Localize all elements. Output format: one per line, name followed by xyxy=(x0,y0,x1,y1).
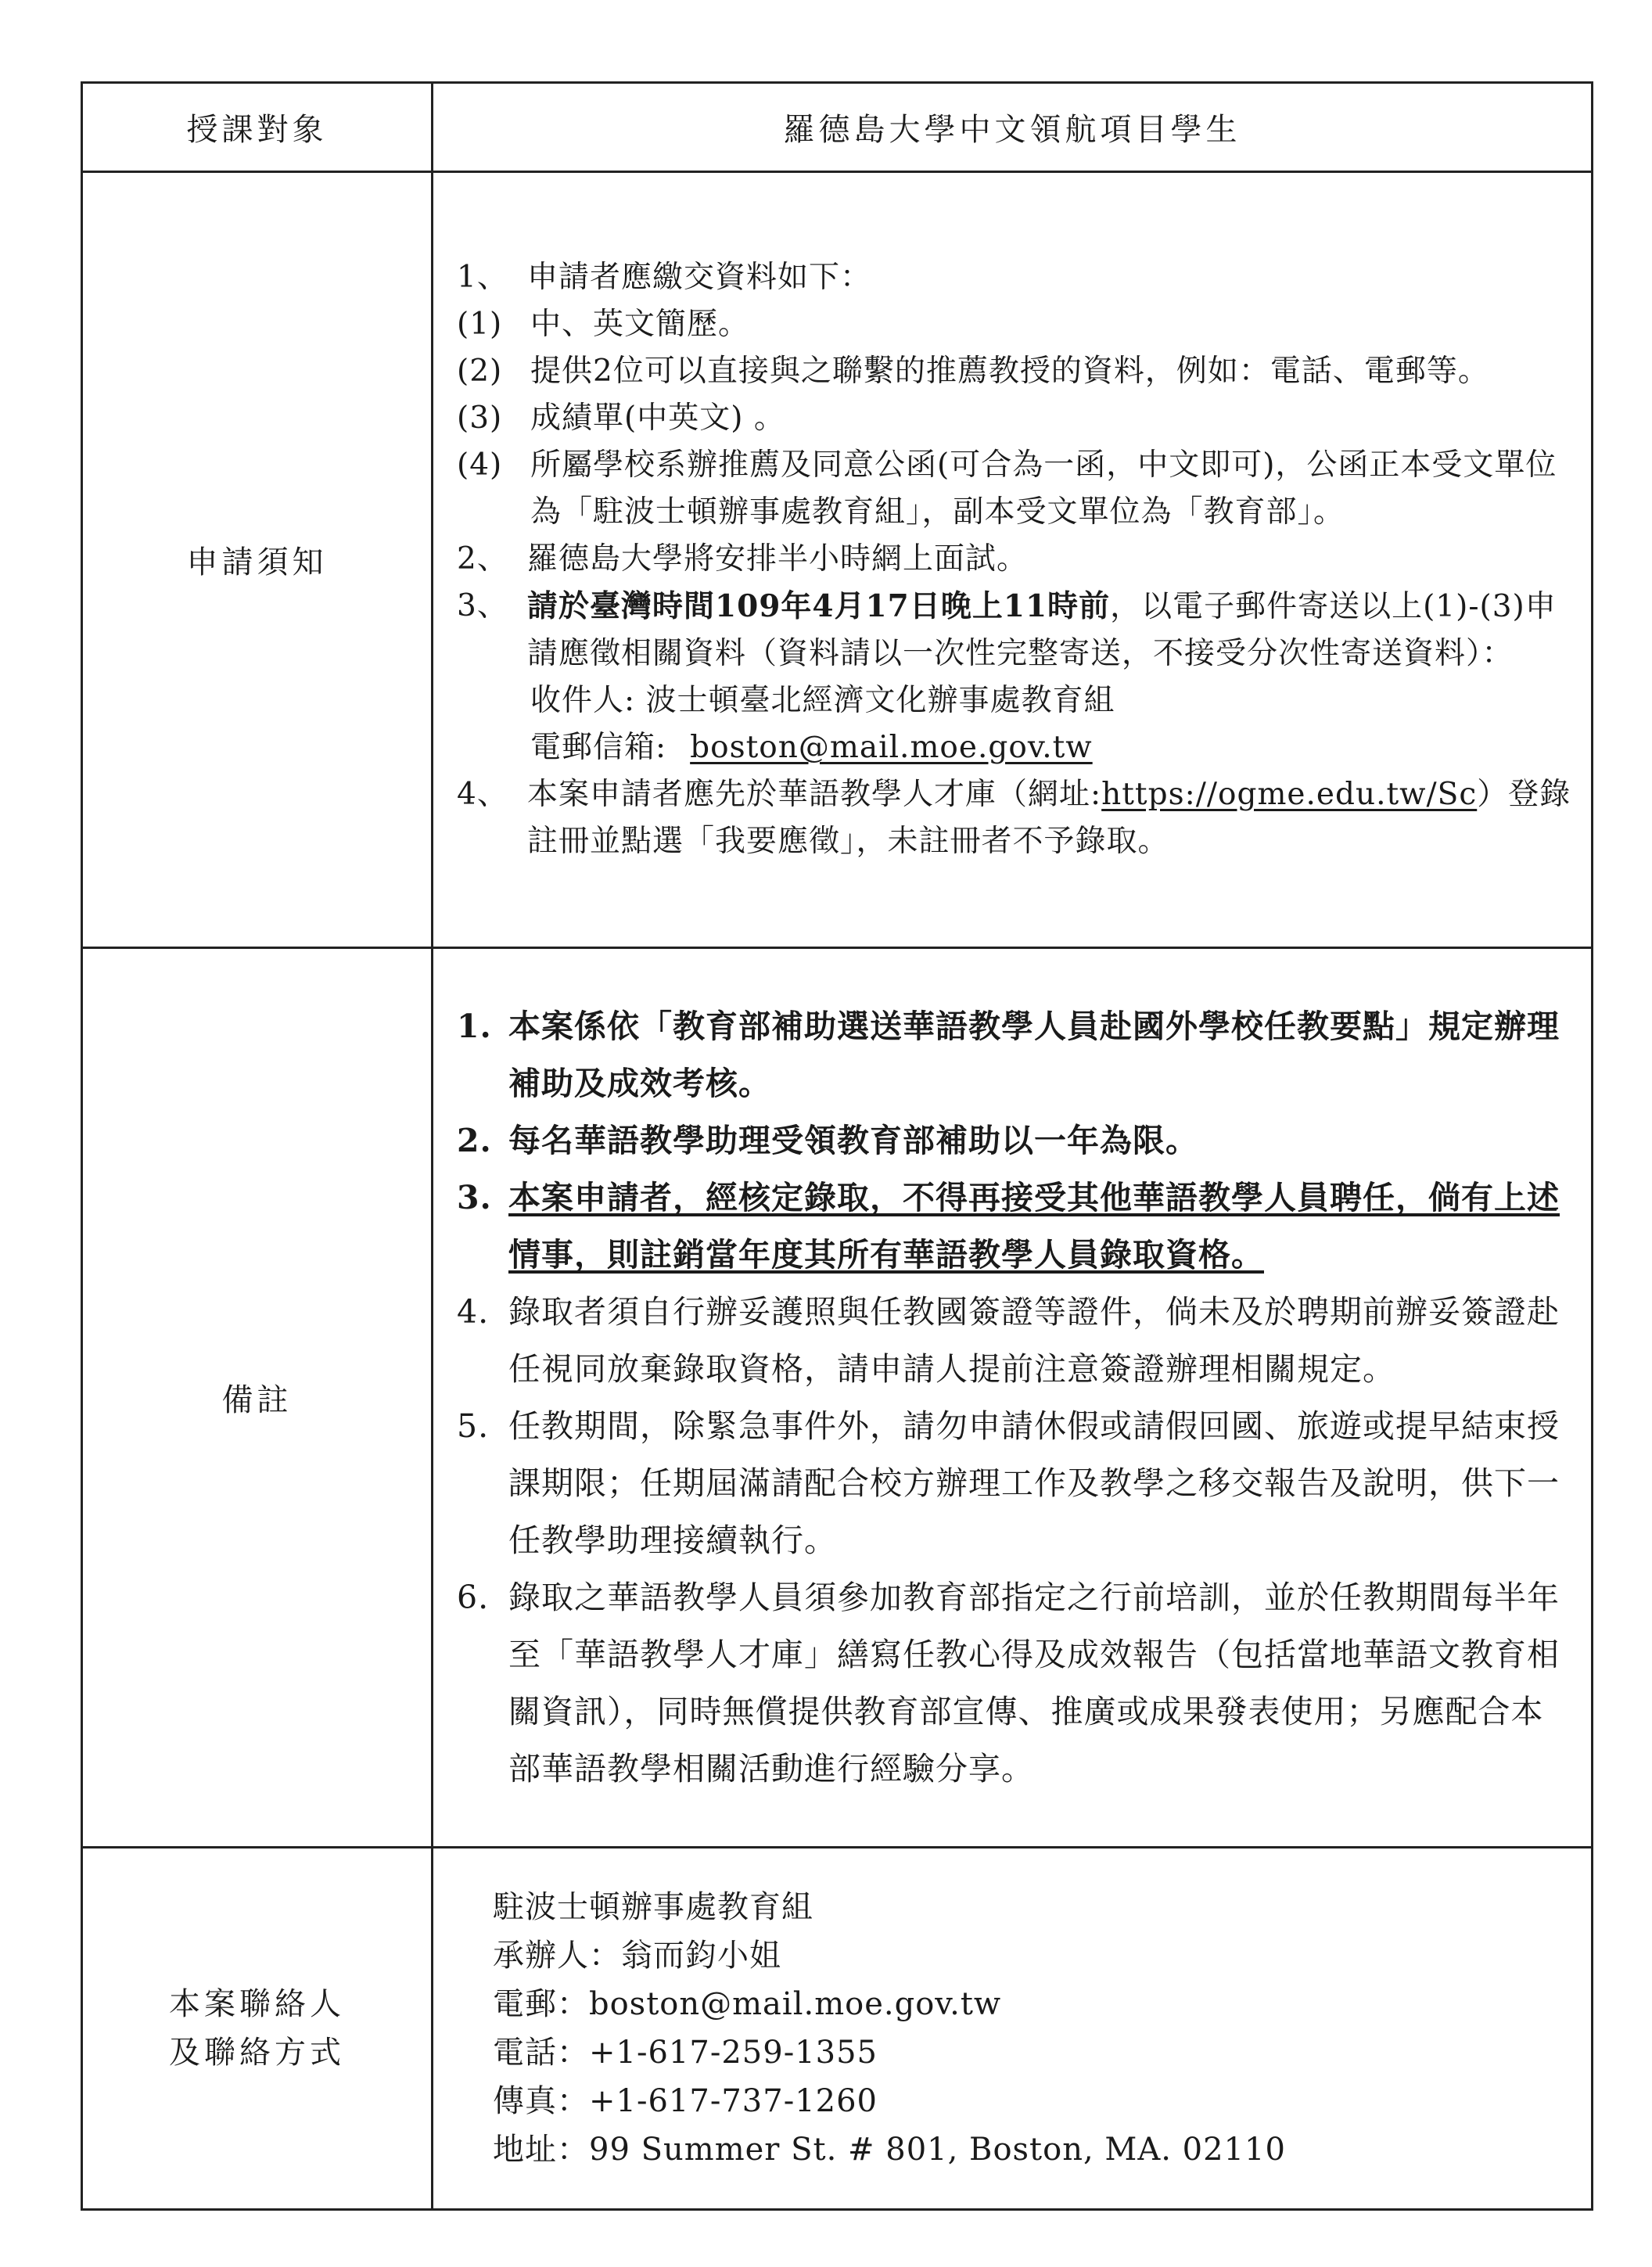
subitem-number: (3) xyxy=(457,401,503,436)
note-number: 1. xyxy=(457,1007,492,1045)
header-value: 羅德島大學中文領航項目學生 xyxy=(433,83,1593,172)
apply-item-4 xyxy=(457,771,1575,865)
contact-address: 地址：99 Summer St. # 801, Boston, MA. 02110 xyxy=(493,2132,1286,2168)
subitem-text: 成績單(中英文) 。 xyxy=(530,401,785,436)
contact-person: 承辦人：翁而鈞小姐 xyxy=(493,1938,781,1974)
item-text: ）登錄註冊並點選「我要應徵」，未註冊者不予錄取。 xyxy=(527,777,1571,859)
contact-label-line: 及聯絡方式 xyxy=(169,2035,345,2071)
note-item xyxy=(457,1398,1575,1569)
email-link[interactable]: boston@mail.moe.gov.tw xyxy=(690,730,1093,765)
apply-subitem xyxy=(457,348,1575,395)
application-content xyxy=(433,172,1593,948)
subitem-text: 所屬學校系辦推薦及同意公函(可合為一函，中文即可)，公函正本受文單位為「駐波士頓辦事處教育組」，副本受文單位為「教育部」。 xyxy=(530,447,1557,530)
subitem-number: (4) xyxy=(457,447,503,483)
note-item xyxy=(457,1169,1575,1284)
subitem-text: 中、英文簡歷。 xyxy=(530,307,750,342)
subitem-number: (1) xyxy=(457,307,503,342)
contact-content xyxy=(433,1848,1593,2210)
application-label: 申請須知 xyxy=(82,172,433,948)
note-text: 本案申請者，經核定錄取，不得再接受其他華語教學人員聘任，倘有上述情事，則註銷當年度其所有華語教學人員錄取資格。 xyxy=(508,1178,1560,1274)
apply-subitem xyxy=(457,395,1575,442)
contact-fax: 傳真：+1-617-737-1260 xyxy=(493,2083,878,2119)
notes-row xyxy=(82,948,1593,1848)
apply-subitem xyxy=(457,301,1575,348)
note-text: 任教期間，除緊急事件外，請勿申請休假或請假回國、旅遊或提早結束授課期限；任期屆滿請配合校方辦理工作及教學之移交報告及說明，供下一任教學助理接續執行。 xyxy=(508,1407,1560,1559)
header-row xyxy=(82,83,1593,172)
note-item xyxy=(457,998,1575,1112)
apply-item-2 xyxy=(457,536,1575,583)
note-number: 2. xyxy=(457,1121,492,1159)
subitem-number: (2) xyxy=(457,354,503,389)
note-item xyxy=(457,1284,1575,1398)
note-number: 6. xyxy=(457,1578,490,1616)
contact-row xyxy=(82,1848,1593,2210)
item-number: 4、 xyxy=(457,777,508,812)
item-text: 羅德島大學將安排半小時網上面試。 xyxy=(527,541,1029,577)
note-item xyxy=(457,1569,1575,1798)
note-number: 5. xyxy=(457,1407,490,1445)
application-row xyxy=(82,172,1593,948)
document-table xyxy=(81,81,1593,2211)
item-number: 3、 xyxy=(457,588,508,623)
item-number: 1、 xyxy=(457,260,508,295)
apply-item-3 xyxy=(457,583,1575,677)
contact-phone: 電話：+1-617-259-1355 xyxy=(493,2035,878,2071)
note-text: 每名華語教學助理受領教育部補助以一年為限。 xyxy=(508,1121,1198,1159)
subitem-text: 提供2位可以直接與之聯繫的推薦教授的資料，例如：電話、電郵等。 xyxy=(530,354,1489,389)
website-link[interactable]: https://ogme.edu.tw/Sc xyxy=(1101,777,1478,812)
note-text: 錄取者須自行辦妥護照與任教國簽證等證件，倘未及於聘期前辦妥簽證赴任視同放棄錄取資格，請申請人提前注意簽證辦理相關規定。 xyxy=(508,1292,1560,1388)
item-number: 2、 xyxy=(457,541,508,577)
deadline-text: 請於臺灣時間109年4月17日晚上11時前 xyxy=(527,588,1111,624)
contact-label-line: 本案聯絡人 xyxy=(169,1986,345,2022)
recipient-line: 收件人: 波士頓臺北經濟文化辦事處教育組 xyxy=(530,683,1115,718)
item-text: ，以電子郵件寄送以上(1)-(3)申請應徵相關資料（資料請以一次性完整寄送，不接受分次性寄送資料）： xyxy=(527,589,1557,671)
contact-office: 駐波士頓辦事處教育組 xyxy=(493,1889,813,1925)
notes-label: 備註 xyxy=(82,948,433,1848)
apply-subitem xyxy=(457,442,1575,536)
note-number: 3. xyxy=(457,1178,492,1216)
note-text: 本案係依「教育部補助選送華語教學人員赴國外學校任教要點」規定辦理補助及成效考核。 xyxy=(508,1007,1560,1102)
item-text: 申請者應繳交資料如下： xyxy=(527,260,872,295)
notes-content xyxy=(433,948,1593,1848)
email-label: 電郵信箱: xyxy=(530,730,667,765)
note-item xyxy=(457,1112,1575,1169)
contact-label xyxy=(82,1848,433,2210)
apply-item-1 xyxy=(457,254,1575,301)
contact-email[interactable]: 電郵：boston@mail.moe.gov.tw xyxy=(493,1986,1002,2022)
header-label: 授課對象 xyxy=(82,83,433,172)
note-text: 錄取之華語教學人員須參加教育部指定之行前培訓，並於任教期間每半年至「華語教學人才庫」繕寫任教心得及成效報告（包括當地華語文教育相關資訊），同時無償提供教育部宣傳、推廣或成果發表使用；另應配合本部華語教學相關活動進行經驗分享。 xyxy=(508,1578,1560,1787)
email-line xyxy=(457,724,1575,771)
item-text: 本案申請者應先於華語教學人才庫（網址: xyxy=(527,777,1102,812)
note-number: 4. xyxy=(457,1292,490,1331)
